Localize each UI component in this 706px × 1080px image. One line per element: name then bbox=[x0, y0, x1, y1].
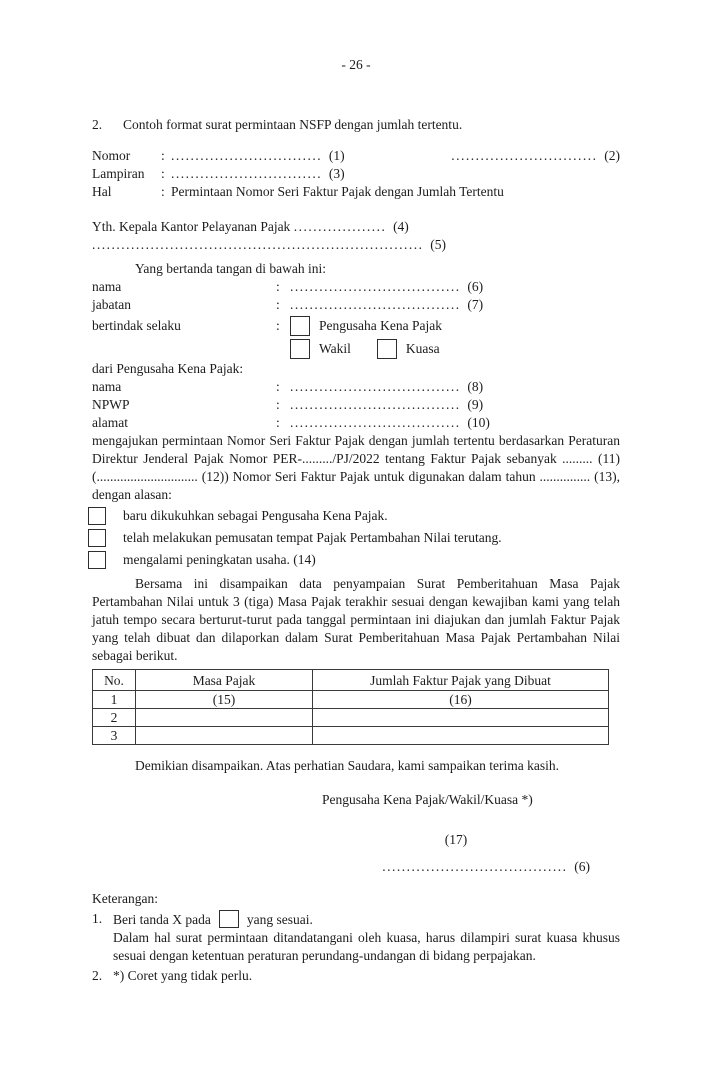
alamat-label: alamat bbox=[92, 415, 128, 430]
ref-3: (3) bbox=[328, 166, 345, 181]
reason-item-2 bbox=[88, 527, 620, 549]
dotted-blank: .................................................................... bbox=[92, 237, 424, 252]
cell-masa-pajak bbox=[136, 727, 313, 745]
colon: : bbox=[276, 317, 280, 333]
note-item-1 bbox=[92, 910, 620, 965]
field-row-alamat bbox=[92, 414, 620, 432]
ref-5: (5) bbox=[430, 237, 446, 252]
checkbox-pengusaha-kena-pajak bbox=[290, 316, 310, 336]
lampiran-value bbox=[171, 165, 345, 183]
signature-name-blank bbox=[322, 858, 590, 876]
checkbox-kuasa bbox=[377, 339, 397, 359]
checkbox-wakil bbox=[290, 339, 310, 359]
section-title-row bbox=[92, 116, 620, 134]
cell-no: 2 bbox=[93, 709, 136, 727]
dotted-blank: .............................. bbox=[451, 148, 598, 163]
note-text-pre: Beri tanda X pada bbox=[113, 912, 211, 927]
npwp-label: NPWP bbox=[92, 397, 130, 412]
reason-label: baru dikukuhkan sebagai Pengusaha Kena Pajak. bbox=[123, 508, 388, 523]
jabatan-value bbox=[290, 296, 483, 314]
nama-label: nama bbox=[92, 379, 122, 394]
field-row-nama-1 bbox=[92, 278, 620, 296]
field-row-hal bbox=[92, 183, 620, 201]
addressee-text: Yth. Kepala Kantor Pelayanan Pajak bbox=[92, 219, 291, 234]
nomor-value bbox=[171, 147, 345, 165]
request-paragraph: mengajukan permintaan Nomor Seri Faktur Pajak dengan jumlah tertentu berdasarkan Peraturan Direktur Jenderal Pajak Nomor PER-........./PJ/2022 tentang Faktur Pajak sebanyak ......... (11) (.............................. (12)) Nomor Seri Faktur Pajak untuk digunakan dalam tahun ............... (13), dengan alasan: bbox=[92, 433, 620, 502]
dotted-blank: ................................... bbox=[290, 415, 461, 430]
note-text-post: yang sesuai. bbox=[246, 912, 313, 927]
signatory-role-line: Pengusaha Kena Pajak/Wakil/Kuasa *) bbox=[322, 792, 533, 807]
table-row bbox=[93, 709, 609, 727]
table-row bbox=[93, 691, 609, 709]
reason-list bbox=[92, 505, 620, 571]
field-row-npwp bbox=[92, 396, 620, 414]
dotted-blank: ............................... bbox=[171, 166, 323, 181]
field-row-lampiran bbox=[92, 165, 620, 183]
lampiran-label: Lampiran bbox=[92, 166, 145, 181]
data-paragraph: Bersama ini disampaikan data penyampaian Surat Pemberitahuan Masa Pajak Pertambahan Nilai untuk 3 (tiga) Masa Pajak terakhir sesuai dengan kewajiban kami yang telah jatuh tempo secara berturut-turut pada tanggal permintaan ini diajukan dan jumlah Faktur Pajak yang telah dibuat dan dilaporkan dalam Surat Pemberitahuan Masa Pajak Pertambahan Nilai sebagai berikut. bbox=[92, 576, 620, 663]
field-row-nama-2 bbox=[92, 378, 620, 396]
field-row-bertindak-selaku bbox=[92, 314, 620, 337]
page-number: - 26 - bbox=[341, 57, 371, 72]
signature-block bbox=[322, 791, 590, 876]
ref-6: (6) bbox=[467, 279, 484, 294]
section-number: 2. bbox=[92, 117, 103, 132]
field-row-wakil-kuasa bbox=[92, 337, 620, 360]
ref-10: (10) bbox=[467, 415, 490, 430]
checkbox-reason-peningkatan-usaha bbox=[88, 551, 106, 569]
nama-label: nama bbox=[92, 279, 122, 294]
header-masa-pajak: Masa Pajak bbox=[136, 670, 313, 691]
note-continuation: Dalam hal surat permintaan ditandatangani oleh kuasa, harus dilampiri surat kuasa khusus sesuai dengan ketentuan peraturan perundang-undangan di bidang perpajakan. bbox=[113, 930, 620, 963]
reason-item-3 bbox=[88, 549, 620, 571]
colon: : bbox=[161, 166, 165, 181]
reason-label: telah melakukan pemusatan tempat Pajak Pertambahan Nilai terutang. bbox=[123, 530, 502, 545]
colon: : bbox=[276, 397, 280, 412]
hal-label: Hal bbox=[92, 184, 112, 199]
reason-label: mengalami peningkatan usaha. (14) bbox=[123, 552, 316, 567]
ref-4: (4) bbox=[393, 219, 409, 234]
note-number: 1. bbox=[92, 911, 103, 926]
cell-masa-pajak bbox=[136, 709, 313, 727]
checkbox-note-sample bbox=[219, 910, 239, 928]
ref-9: (9) bbox=[467, 397, 484, 412]
jabatan-label: jabatan bbox=[92, 297, 131, 312]
dotted-blank: ................................... bbox=[290, 397, 461, 412]
ref-1: (1) bbox=[328, 148, 345, 163]
nomor-label: Nomor bbox=[92, 148, 131, 163]
dotted-blank: ...................................... bbox=[382, 859, 568, 874]
note-body bbox=[113, 910, 620, 965]
npwp-value bbox=[290, 396, 483, 414]
option-kuasa-label: Kuasa bbox=[405, 340, 440, 356]
note-text: *) Coret yang tidak perlu. bbox=[113, 968, 253, 983]
ref-6: (6) bbox=[574, 859, 590, 874]
dari-pkp-line: dari Pengusaha Kena Pajak: bbox=[92, 361, 244, 376]
notes-heading: Keterangan: bbox=[92, 891, 158, 906]
addressee-line2 bbox=[92, 236, 620, 254]
masa-pajak-table bbox=[92, 669, 609, 745]
hal-value: Permintaan Nomor Seri Faktur Pajak dengan Jumlah Tertentu bbox=[171, 184, 504, 199]
cell-no: 3 bbox=[93, 727, 136, 745]
cell-jumlah bbox=[313, 727, 609, 745]
section-title: Contoh format surat permintaan NSFP dengan jumlah tertentu. bbox=[123, 117, 463, 132]
colon: : bbox=[161, 184, 165, 199]
colon: : bbox=[276, 379, 280, 394]
checkbox-reason-baru-dikukuhkan bbox=[88, 507, 106, 525]
nama-value bbox=[290, 278, 483, 296]
ref-2: (2) bbox=[604, 148, 620, 163]
notes-block bbox=[92, 890, 620, 985]
colon: : bbox=[276, 279, 280, 294]
cell-masa-pajak: (15) bbox=[136, 691, 313, 709]
header-jumlah-faktur: Jumlah Faktur Pajak yang Dibuat bbox=[313, 670, 609, 691]
addressee-block bbox=[92, 218, 620, 254]
closing-paragraph: Demikian disampaikan. Atas perhatian Saudara, kami sampaikan terima kasih. bbox=[135, 758, 559, 773]
field-row-jabatan bbox=[92, 296, 620, 314]
dotted-blank: ................................... bbox=[290, 297, 461, 312]
note-item-2 bbox=[92, 967, 620, 985]
header-no: No. bbox=[93, 670, 136, 691]
dotted-blank: ................................... bbox=[290, 379, 461, 394]
checkbox-reason-pemusatan bbox=[88, 529, 106, 547]
option-wakil-label: Wakil bbox=[319, 340, 351, 356]
nama-value bbox=[290, 378, 483, 396]
table-row bbox=[93, 727, 609, 745]
option-pengusaha-kena-pajak-label: Pengusaha Kena Pajak bbox=[319, 317, 442, 333]
cell-jumlah: (16) bbox=[313, 691, 609, 709]
ref-7: (7) bbox=[467, 297, 484, 312]
colon: : bbox=[161, 148, 165, 163]
colon: : bbox=[276, 297, 280, 312]
dotted-blank: ................... bbox=[293, 219, 387, 234]
dotted-blank: ................................... bbox=[290, 279, 461, 294]
table-header-row bbox=[93, 670, 609, 691]
reason-item-1 bbox=[88, 505, 620, 527]
cell-no: 1 bbox=[93, 691, 136, 709]
dotted-blank: ............................... bbox=[171, 148, 323, 163]
alamat-value bbox=[290, 414, 490, 432]
ref-17: (17) bbox=[444, 832, 468, 847]
colon: : bbox=[276, 415, 280, 430]
declaration-intro: Yang bertanda tangan di bawah ini: bbox=[135, 261, 326, 276]
field-row-nomor bbox=[92, 147, 620, 165]
date-blank bbox=[451, 147, 620, 165]
note-number: 2. bbox=[92, 968, 103, 983]
bertindak-selaku-label: bertindak selaku bbox=[92, 317, 181, 333]
cell-jumlah bbox=[313, 709, 609, 727]
addressee-line1 bbox=[92, 218, 620, 236]
ref-8: (8) bbox=[467, 379, 484, 394]
